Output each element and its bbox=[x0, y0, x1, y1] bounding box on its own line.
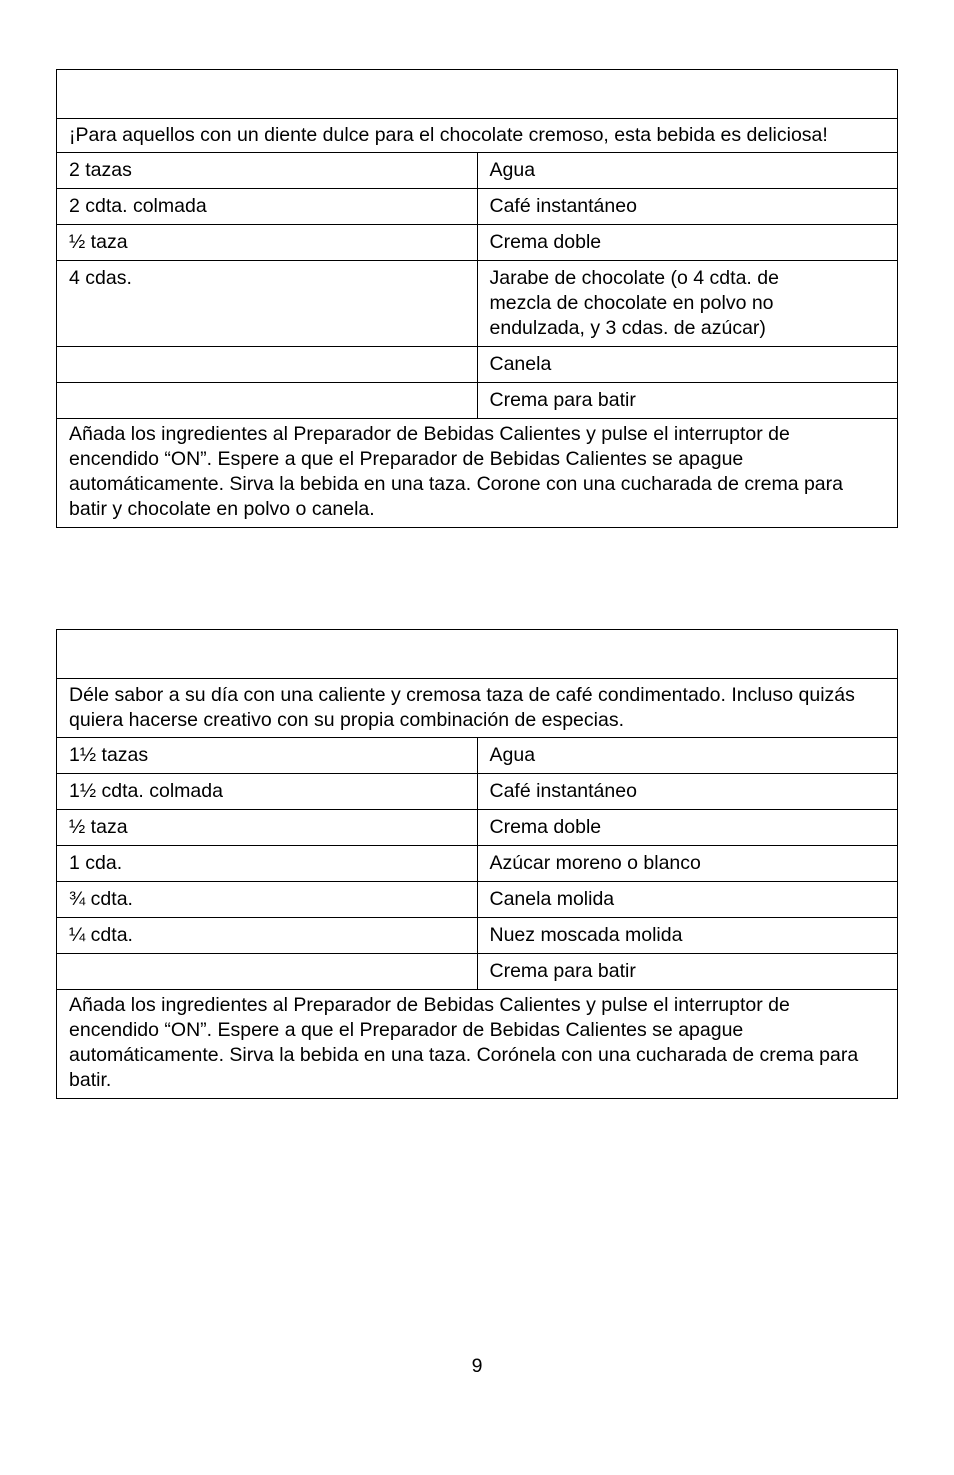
page-number: 9 bbox=[471, 1355, 483, 1377]
ingredient-row bbox=[57, 153, 898, 189]
ingredient-name: Crema para batir bbox=[477, 954, 898, 990]
recipe-instructions: Añada los ingredientes al Preparador de Bebidas Calientes y pulse el interruptor de encendido “ON”. Espere a que el Preparador de Bebidas Calientes se apague automáticamente. Sirva la bebida en una taza. Corónela con una cucharada de crema para batir. bbox=[57, 990, 898, 1099]
recipe-title bbox=[57, 70, 898, 119]
ingredient-quantity: 2 cdta. colmada bbox=[57, 189, 478, 225]
ingredient-name: Crema doble bbox=[477, 225, 898, 261]
ingredient-name: Crema doble bbox=[477, 810, 898, 846]
ingredient-name: Crema para batir bbox=[477, 383, 898, 419]
recipe-description: ¡Para aquellos con un diente dulce para el chocolate cremoso, esta bebida es deliciosa! bbox=[57, 119, 898, 153]
ingredient-row bbox=[57, 774, 898, 810]
ingredient-name: Agua bbox=[477, 153, 898, 189]
ingredient-row bbox=[57, 347, 898, 383]
ingredient-name: Café instantáneo bbox=[477, 189, 898, 225]
ingredient-quantity: ½ taza bbox=[57, 225, 478, 261]
ingredient-quantity bbox=[57, 954, 478, 990]
ingredient-row bbox=[57, 846, 898, 882]
recipe-instructions: Añada los ingredientes al Preparador de Bebidas Calientes y pulse el interruptor de encendido “ON”. Espere a que el Preparador de Bebidas Calientes se apague automáticamente. Sirva la bebida en una taza. Corone con una cucharada de crema para batir y chocolate en polvo o canela. bbox=[57, 419, 898, 528]
ingredient-row bbox=[57, 261, 898, 347]
ingredient-row bbox=[57, 918, 898, 954]
ingredient-name: Jarabe de chocolate (o 4 cdta. de mezcla de chocolate en polvo no endulzada, y 3 cdas. de azúcar) bbox=[477, 261, 898, 347]
ingredient-quantity: 1 cda. bbox=[57, 846, 478, 882]
ingredient-row bbox=[57, 225, 898, 261]
recipe-description: Déle sabor a su día con una caliente y cremosa taza de café condimentado. Incluso quizás quiera hacerse creativo con su propia combinación de especias. bbox=[57, 679, 898, 738]
recipe-table bbox=[56, 629, 898, 1099]
ingredient-row bbox=[57, 882, 898, 918]
ingredient-row bbox=[57, 954, 898, 990]
ingredient-row bbox=[57, 810, 898, 846]
ingredient-row bbox=[57, 738, 898, 774]
ingredient-name: Canela bbox=[477, 347, 898, 383]
ingredient-quantity: 1½ tazas bbox=[57, 738, 478, 774]
ingredient-quantity bbox=[57, 383, 478, 419]
recipe-title bbox=[57, 630, 898, 679]
ingredient-quantity: ¾ cdta. bbox=[57, 882, 478, 918]
ingredient-quantity bbox=[57, 347, 478, 383]
ingredient-name: Azúcar moreno o blanco bbox=[477, 846, 898, 882]
ingredient-name: Nuez moscada molida bbox=[477, 918, 898, 954]
ingredient-name: Agua bbox=[477, 738, 898, 774]
ingredient-name: Café instantáneo bbox=[477, 774, 898, 810]
ingredient-quantity: ¼ cdta. bbox=[57, 918, 478, 954]
ingredient-quantity: 1½ cdta. colmada bbox=[57, 774, 478, 810]
ingredient-row bbox=[57, 189, 898, 225]
ingredient-quantity: ½ taza bbox=[57, 810, 478, 846]
ingredient-quantity: 2 tazas bbox=[57, 153, 478, 189]
ingredient-row bbox=[57, 383, 898, 419]
ingredient-quantity: 4 cdas. bbox=[57, 261, 478, 347]
recipe-table bbox=[56, 69, 898, 528]
ingredient-name: Canela molida bbox=[477, 882, 898, 918]
